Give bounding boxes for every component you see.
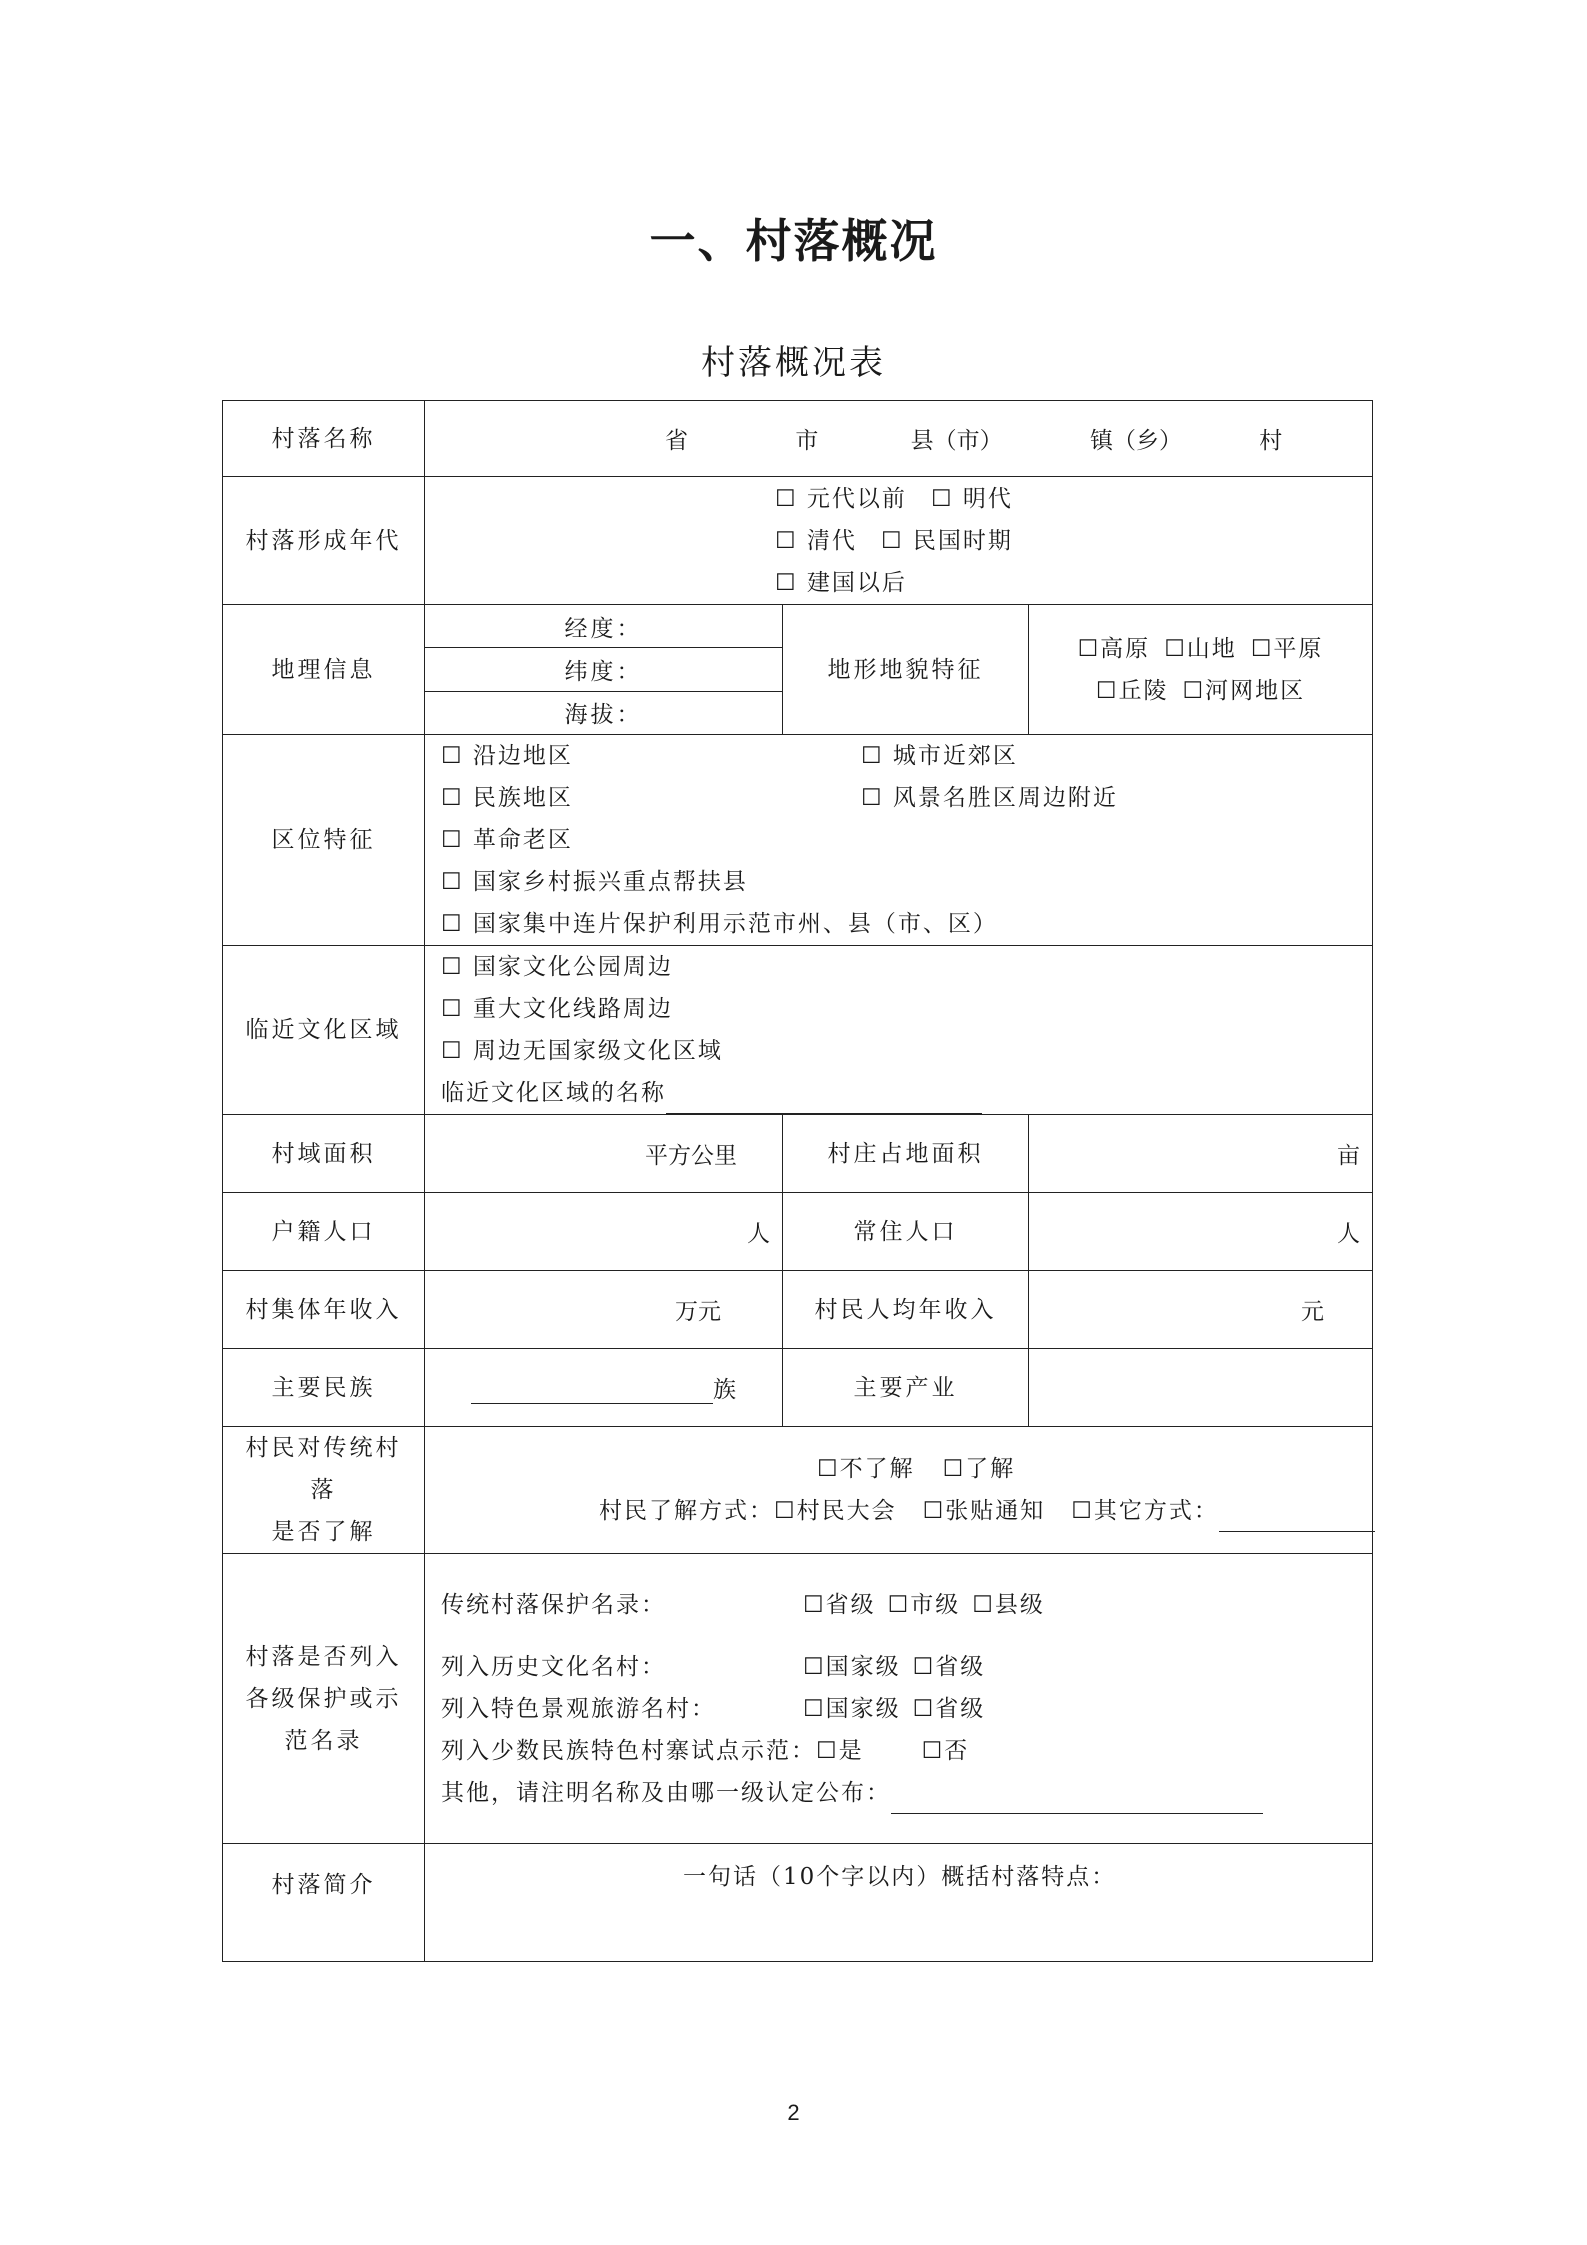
- awareness-label-line2: 是否了解: [271, 1519, 376, 1545]
- row-village-name: [223, 401, 1373, 477]
- option-river-network[interactable]: ☐河网地区: [1182, 677, 1306, 704]
- row-awareness: [223, 1427, 1373, 1554]
- row-population: [223, 1193, 1373, 1271]
- option-qing[interactable]: ☐ 清代: [775, 527, 857, 554]
- option-other-method[interactable]: ☐其它方式：: [1071, 1498, 1219, 1524]
- per-capita-income-unit: 元: [1301, 1299, 1324, 1325]
- option-county-level[interactable]: ☐县级: [972, 1591, 1045, 1618]
- row-location: [223, 735, 1373, 946]
- intro-label: 村落简介: [223, 1844, 425, 1962]
- industry-label: 主要产业: [783, 1349, 1029, 1427]
- occupied-area-field[interactable]: [1029, 1115, 1373, 1193]
- option-historic-provincial[interactable]: ☐省级: [912, 1653, 986, 1680]
- listing-label-line2: 各级保护或示: [245, 1685, 402, 1712]
- awareness-method-label: 村民了解方式：: [599, 1498, 774, 1524]
- area-field[interactable]: [425, 1115, 783, 1193]
- registered-population-field[interactable]: [425, 1193, 783, 1271]
- province-suffix: 省: [665, 428, 688, 454]
- option-ming[interactable]: ☐ 明代: [930, 485, 1013, 512]
- option-tourism-national[interactable]: ☐国家级: [803, 1695, 901, 1722]
- tourism-village-label: 列入特色景观旅游名村：: [441, 1695, 716, 1722]
- county-suffix: 县（市）: [910, 428, 1003, 454]
- option-after-1949[interactable]: ☐ 建国以后: [775, 569, 907, 596]
- row-ethnicity: [223, 1349, 1373, 1427]
- culture-area-name-field[interactable]: [666, 1089, 982, 1114]
- option-tourism-provincial[interactable]: ☐省级: [912, 1695, 986, 1722]
- row-culture-area: [223, 946, 1373, 1115]
- village-suffix: 村: [1259, 428, 1283, 454]
- ethnicity-unit: 族: [713, 1377, 736, 1403]
- listing-label-line1: 村落是否列入: [245, 1643, 402, 1670]
- option-plateau[interactable]: ☐高原: [1077, 635, 1151, 662]
- resident-population-unit: 人: [1337, 1221, 1361, 1247]
- altitude-field[interactable]: 海拔：: [564, 702, 643, 729]
- row-formation: [223, 477, 1373, 605]
- culture-area-name-label: 临近文化区域的名称: [441, 1080, 666, 1106]
- traditional-list-label: 传统村落保护名录：: [441, 1591, 666, 1618]
- option-no-cultural-area[interactable]: ☐ 周边无国家级文化区域: [441, 1038, 723, 1064]
- longitude-field[interactable]: 经度：: [425, 606, 782, 648]
- option-border-area[interactable]: ☐ 沿边地区: [441, 743, 573, 769]
- row-area: [223, 1115, 1373, 1193]
- resident-population-label: 常住人口: [783, 1193, 1029, 1271]
- option-cultural-park[interactable]: ☐ 国家文化公园周边: [441, 954, 673, 980]
- town-suffix: 镇（乡）: [1089, 428, 1182, 454]
- registered-population-unit: 人: [747, 1221, 770, 1247]
- option-provincial[interactable]: ☐省级: [803, 1591, 876, 1618]
- option-village-meeting[interactable]: ☐村民大会: [774, 1498, 897, 1524]
- awareness-label-line1: 村民对传统村落: [245, 1435, 402, 1503]
- option-revolutionary-area[interactable]: ☐ 革命老区: [441, 827, 573, 853]
- minority-village-label: 列入少数民族特色村寨试点示范：: [441, 1737, 816, 1764]
- geography-label: 地理信息: [223, 605, 425, 735]
- other-listing-field[interactable]: [891, 1789, 1263, 1814]
- option-notice[interactable]: ☐张贴通知: [922, 1498, 1046, 1524]
- historic-village-label: 列入历史文化名村：: [441, 1653, 666, 1680]
- city-suffix: 市: [795, 428, 819, 454]
- option-mountain[interactable]: ☐山地: [1164, 635, 1237, 662]
- culture-area-label: 临近文化区域: [223, 946, 425, 1115]
- page-heading: 一、村落概况: [649, 214, 938, 268]
- occupied-area-label: 村庄占地面积: [783, 1115, 1029, 1193]
- formation-label: 村落形成年代: [223, 477, 425, 605]
- option-not-know[interactable]: ☐不了解: [817, 1456, 915, 1482]
- area-unit: 平方公里: [645, 1143, 737, 1169]
- option-demonstration-region[interactable]: ☐ 国家集中连片保护利用示范市州、县（市、区）: [441, 911, 998, 937]
- per-capita-income-field[interactable]: [1029, 1271, 1373, 1349]
- collective-income-field[interactable]: [425, 1271, 783, 1349]
- listing-label-line3: 范名录: [284, 1727, 363, 1754]
- ethnicity-label: 主要民族: [223, 1349, 425, 1427]
- latitude-field[interactable]: 纬度：: [425, 648, 782, 691]
- intro-prompt: 一句话（10个字以内）概括村落特点：: [683, 1864, 1117, 1890]
- other-listing-label: 其他，请注明名称及由哪一级认定公布：: [441, 1779, 891, 1806]
- collective-income-unit: 万元: [675, 1299, 721, 1325]
- option-historic-national[interactable]: ☐国家级: [803, 1653, 901, 1680]
- row-listing: [223, 1554, 1373, 1844]
- row-intro: [223, 1844, 1373, 1962]
- option-rural-revitalization-county[interactable]: ☐ 国家乡村振兴重点帮扶县: [441, 869, 748, 895]
- option-hills[interactable]: ☐丘陵: [1095, 677, 1169, 704]
- option-know[interactable]: ☐了解: [942, 1456, 1016, 1482]
- table-title: 村落概况表: [701, 343, 886, 383]
- terrain-label: 地形地貌特征: [783, 605, 1029, 735]
- page-number: 2: [787, 2100, 800, 2125]
- location-label: 区位特征: [223, 735, 425, 946]
- option-plain[interactable]: ☐平原: [1250, 635, 1324, 662]
- other-method-field[interactable]: [1219, 1507, 1375, 1532]
- option-suburb[interactable]: ☐ 城市近郊区: [861, 743, 1018, 769]
- registered-population-label: 户籍人口: [223, 1193, 425, 1271]
- resident-population-field[interactable]: [1029, 1193, 1373, 1271]
- option-yes[interactable]: ☐是: [816, 1737, 864, 1764]
- row-income: [223, 1271, 1373, 1349]
- intro-field[interactable]: [425, 1844, 1373, 1962]
- option-ethnic-area[interactable]: ☐ 民族地区: [441, 785, 573, 811]
- village-name-label: 村落名称: [223, 401, 425, 477]
- option-cultural-route[interactable]: ☐ 重大文化线路周边: [441, 996, 673, 1022]
- option-before-yuan[interactable]: ☐ 元代以前: [775, 485, 907, 512]
- row-geography: [223, 605, 1373, 735]
- ethnicity-field[interactable]: [471, 1379, 713, 1404]
- option-municipal[interactable]: ☐市级: [887, 1591, 961, 1618]
- area-label: 村域面积: [223, 1115, 425, 1193]
- village-overview-table: [222, 400, 1373, 1962]
- option-no[interactable]: ☐否: [921, 1737, 970, 1764]
- option-republic[interactable]: ☐ 民国时期: [880, 527, 1013, 554]
- collective-income-label: 村集体年收入: [223, 1271, 425, 1349]
- occupied-area-unit: 亩: [1337, 1143, 1361, 1169]
- industry-field[interactable]: [1029, 1349, 1373, 1427]
- per-capita-income-label: 村民人均年收入: [783, 1271, 1029, 1349]
- option-scenic-area[interactable]: ☐ 风景名胜区周边附近: [861, 785, 1118, 811]
